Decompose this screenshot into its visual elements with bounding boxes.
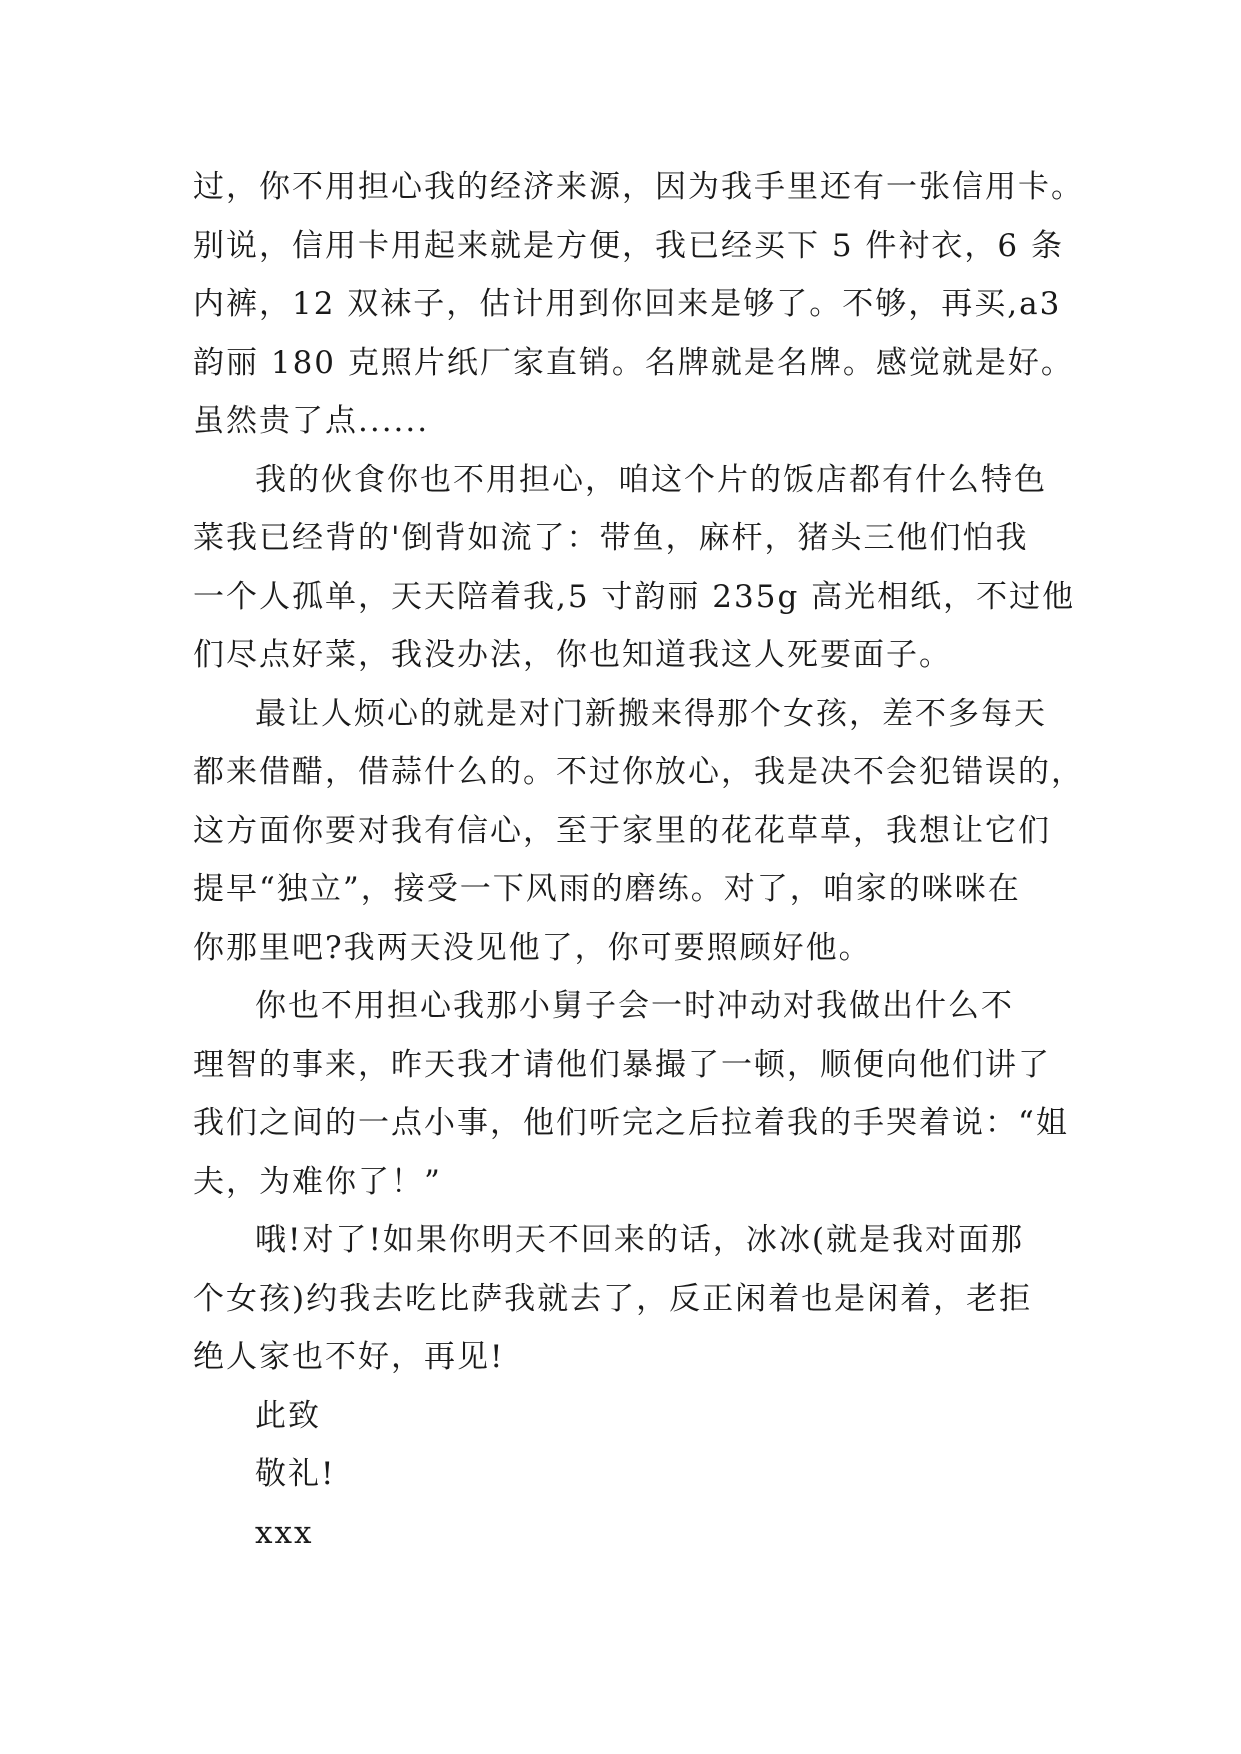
text-line: 个女孩)约我去吃比萨我就去了，反正闲着也是闲着，老拒 bbox=[193, 1280, 1033, 1317]
text-line: 理智的事来，昨天我才请他们暴撮了一顿，顺便向他们讲了 bbox=[193, 1046, 1051, 1083]
text-line: 过，你不用担心我的经济来源，因为我手里还有一张信用卡。 bbox=[193, 169, 1084, 205]
closing-regards: 敬礼! bbox=[255, 1456, 336, 1492]
text-line: 别说，信用卡用起来就是方便，我已经买下 5 件衬衣，6 条 bbox=[193, 227, 1065, 264]
text-line: 菜我已经背的'倒背如流了：带鱼，麻杆，猪头三他们怕我 bbox=[193, 520, 1029, 556]
text-line: 韵丽 180 克照片纸厂家直销。名牌就是名牌。感觉就是好。 bbox=[193, 344, 1074, 381]
letter-body bbox=[193, 158, 1084, 1562]
paragraph-start-line: 我的伙食你也不用担心，咱这个片的饭店都有什么特色 bbox=[255, 461, 1047, 498]
paragraph-start-line: 最让人烦心的就是对门新搬来得那个女孩，差不多每天 bbox=[255, 695, 1047, 732]
text-line: 我们之间的一点小事，他们听完之后拉着我的手哭着说：“姐 bbox=[193, 1105, 1069, 1141]
paragraph-start-line: 你也不用担心我那小舅子会一时冲动对我做出什么不 bbox=[255, 988, 1014, 1024]
text-line: 虽然贵了点...... bbox=[193, 403, 430, 439]
text-line: 们尽点好菜，我没办法，你也知道我这人死要面子。 bbox=[193, 637, 952, 673]
text-line: 内裤，12 双袜子，估计用到你回来是够了。不够，再买,a3 bbox=[193, 286, 1062, 322]
text-line: 都来借醋，借蒜什么的。不过你放心，我是决不会犯错误的， bbox=[193, 754, 1084, 790]
text-line: 提早“独立”，接受一下风雨的磨练。对了，咱家的咪咪在 bbox=[193, 871, 1021, 907]
closing-salutation: 此致 bbox=[255, 1397, 321, 1434]
text-line: 绝人家也不好，再见! bbox=[193, 1339, 505, 1375]
text-line: 这方面你要对我有信心，至于家里的花花草草，我想让它们 bbox=[193, 812, 1051, 849]
text-line: 一个人孤单，天天陪着我,5 寸韵丽 235g 高光相纸，不过他 bbox=[193, 578, 1076, 615]
signature: xxx bbox=[255, 1514, 314, 1551]
text-line: 夫，为难你了！” bbox=[193, 1163, 442, 1200]
paragraph-start-line: 哦!对了!如果你明天不回来的话，冰冰(就是我对面那 bbox=[255, 1222, 1025, 1258]
text-line: 你那里吧?我两天没见他了，你可要照顾好他。 bbox=[193, 929, 872, 966]
